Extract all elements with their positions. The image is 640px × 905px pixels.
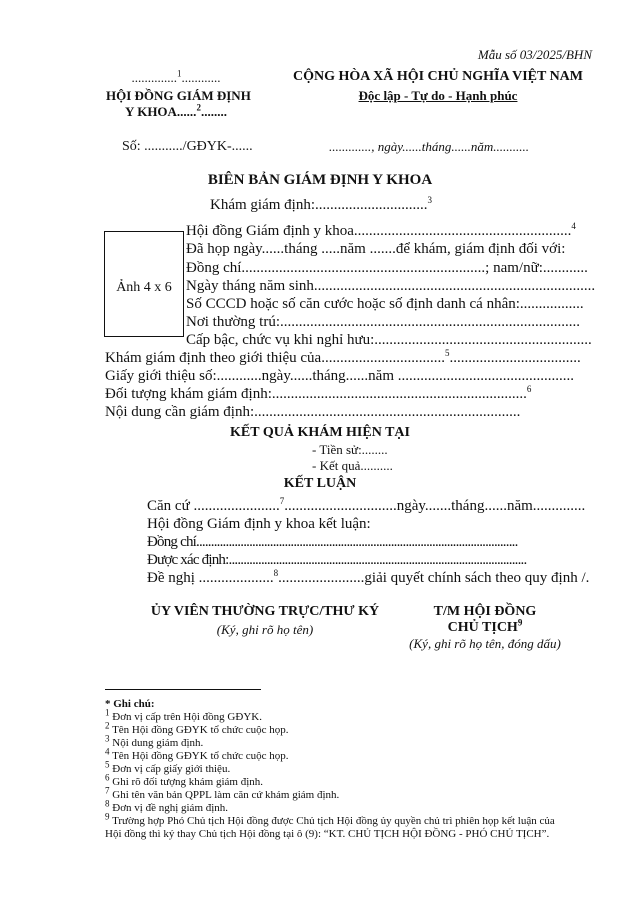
notes-title: * Ghi chú: bbox=[105, 698, 155, 710]
sign-right-note: (Ký, ghi rõ họ tên, đóng dấu) bbox=[409, 636, 561, 651]
sign-right-title2: CHỦ TỊCH$^9$ bbox=[447, 617, 523, 635]
note-item: $^5$ Đơn vị cấp giấy giới thiệu. bbox=[105, 759, 231, 775]
note-item-continued: Hội đồng thì ký thay Chủ tịch Hội đồng tại ô (9): “KT. CHỦ TỊCH HỘI ĐỒNG - PHÓ CHỦ TỊCH”. bbox=[105, 828, 550, 840]
body-line-id: Số CCCD hoặc số căn cước hoặc số định danh cá nhân:................. bbox=[186, 296, 584, 312]
body-line-council: Hội đồng Giám định y khoa..........................................................$^4$ bbox=[186, 221, 576, 239]
body-line-residence: Nơi thường trú:................................................................................ bbox=[186, 314, 580, 330]
note-item: $^6$ Ghi rõ đối tượng khám giám định. bbox=[105, 772, 264, 788]
document-number: Số: .........../GĐYK-...... bbox=[122, 139, 253, 154]
photo-label: Ảnh 4 x 6 bbox=[116, 280, 172, 295]
note-item: $^2$ Tên Hội đồng GĐYK tổ chức cuộc họp. bbox=[105, 720, 289, 736]
council-name-line2: Y KHOA......$^2$........ bbox=[125, 102, 227, 119]
note-item: $^7$ Ghi tên văn bản QPPL làm căn cứ khám giám định. bbox=[105, 785, 340, 801]
sign-left-title: ỦY VIÊN THƯỜNG TRỰC/THƯ KÝ bbox=[150, 604, 380, 619]
sign-left-note: (Ký, ghi rõ họ tên) bbox=[216, 622, 314, 637]
note-item: $^9$ Trường hợp Phó Chủ tịch Hội đồng được Chủ tịch Hội đồng ủy quyền chủ trì phiên họp kết luận của bbox=[105, 811, 555, 827]
motto: Độc lập - Tự do - Hạnh phúc bbox=[358, 88, 518, 103]
body-line-rank: Cấp bậc, chức vụ khi nghỉ hưu:.......................................................... bbox=[186, 332, 592, 348]
intro-line: Khám giám định theo giới thiệu của.................................$^5$................................... bbox=[105, 348, 581, 366]
basis-line: Căn cứ .......................$^7$..............................ngày.......tháng......năm.............. bbox=[147, 496, 586, 514]
note-item: $^8$ Đơn vị đề nghị giám định. bbox=[105, 798, 229, 814]
form-number: Mẫu số 03/2025/BHN bbox=[477, 47, 592, 62]
nation-title: CỘNG HÒA XÃ HỘI CHỦ NGHĨA VIỆT NAM bbox=[292, 69, 583, 84]
notes-divider bbox=[105, 689, 261, 690]
council-name-line1: HỘI ĐỒNG GIÁM ĐỊNH bbox=[106, 88, 251, 103]
conclusion-title: KẾT LUẬN bbox=[283, 476, 357, 491]
note-item: $^4$ Tên Hội đồng GĐYK tổ chức cuộc họp. bbox=[105, 746, 289, 762]
note-item: $^1$ Đơn vị cấp trên Hội đồng GĐYK. bbox=[105, 707, 262, 723]
note-item: $^3$ Nội dung giám định. bbox=[105, 733, 204, 749]
content-line: Nội dung cần giám định:....................................................................... bbox=[105, 404, 521, 420]
exam-type-line: Khám giám định:..............................$^3$ bbox=[210, 195, 432, 213]
results-title: KẾT QUẢ KHÁM HIỆN TẠI bbox=[230, 425, 410, 440]
conclusion-comrade-line: Đồng chí............................................................................................................. bbox=[147, 534, 518, 550]
propose-line: Đề nghị ....................$^8$.......................giải quyết chính sách theo quy định /. bbox=[147, 568, 590, 586]
page-title: BIÊN BẢN GIÁM ĐỊNH Y KHOA bbox=[207, 172, 433, 188]
body-line-birthdate: Ngày tháng năm sinh........................................................................... bbox=[186, 278, 596, 294]
determined-line: Được xác định:..................................................................................................... bbox=[147, 552, 527, 568]
document-date: ............., ngày......tháng......năm........... bbox=[329, 139, 530, 154]
letter-line: Giấy giới thiệu số:............ngày......tháng......năm ............................................... bbox=[105, 368, 575, 384]
issuer-line: ..............$^1$............ bbox=[131, 68, 221, 85]
body-line-comrade: Đồng chí.................................................................; nam/nữ:............ bbox=[186, 260, 588, 276]
council-conclusion-line: Hội đồng Giám định y khoa kết luận: bbox=[147, 516, 371, 532]
sign-right-title1: T/M HỘI ĐỒNG bbox=[433, 604, 537, 619]
subject-line: Đối tượng khám giám định:....................................................................$^6$ bbox=[105, 384, 532, 402]
body-line-meeting: Đã họp ngày......tháng .....năm .......để khám, giám định đối với: bbox=[186, 241, 566, 257]
photo-box bbox=[104, 231, 184, 337]
history-line: - Tiền sử:........ bbox=[312, 442, 388, 457]
result-line: - Kết quả.......... bbox=[312, 458, 393, 473]
